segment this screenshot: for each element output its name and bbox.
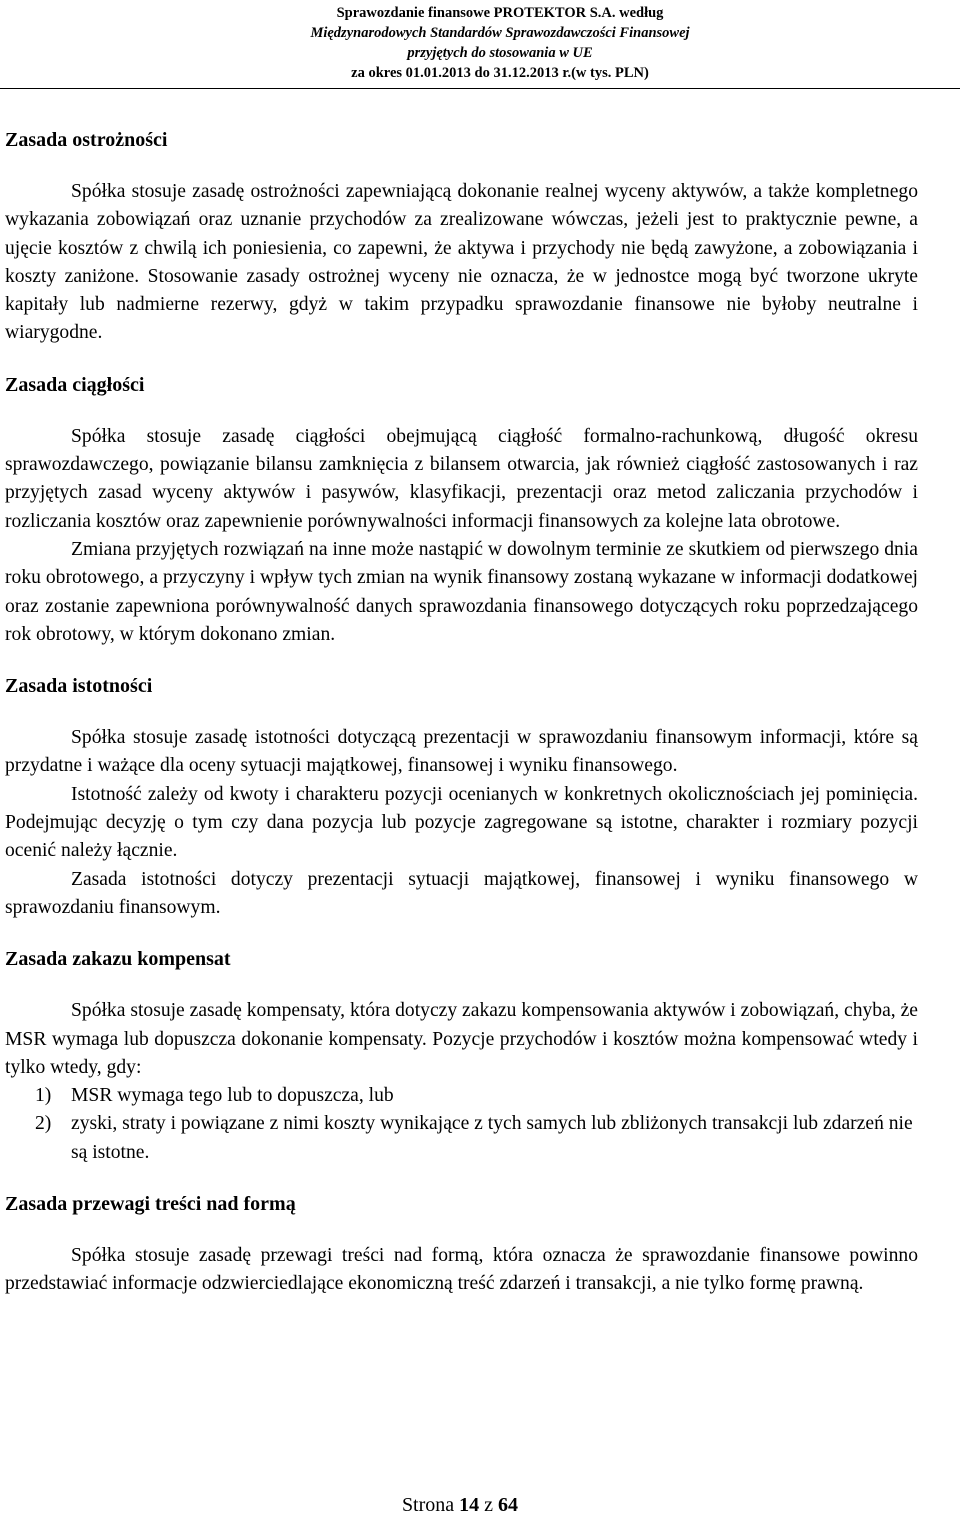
header-adoption-line: przyjętych do stosowania w UE <box>407 45 593 61</box>
paragraph-przewaga: Spółka stosuje zasadę przewagi treści nad formą, która oznacza że sprawozdanie finansowe powinno przedstawiać informacje odzwierciedlające ekonomiczną treść zdarzeń i transakcji, a nie tylko formę prawną. <box>5 1245 918 1295</box>
list-item-text: MSR wymaga tego lub to dopuszcza, lub <box>71 1085 394 1107</box>
paragraph-istotnosc-1: Spółka stosuje zasadę istotności dotyczącą prezentacji w sprawozdaniu finansowym informacji, które są przydatne i ważące dla oceny sytuacji majątkowej, finansowej i wyniku finansowego. <box>5 727 918 777</box>
list-item-number: 2) <box>35 1113 52 1135</box>
list-item <box>5 1082 918 1110</box>
list-item-text: zyski, straty i powiązane z nimi koszty wynikające z tych samych lub zbliżonych transakcji lub zdarzeń nie są istotne. <box>71 1113 913 1163</box>
document-body <box>5 125 918 1299</box>
paragraph-ciaglosc-2: Zmiana przyjętych rozwiązań na inne może nastąpić w dowolnym terminie ze skutkiem od pierwszego dnia roku obrotowego, a przyczyny i wpływ tych zmian na wynik finansowy zostaną wykazane w informacji dodatkowej oraz zostanie zapewniona porównywalność danych sprawozdania finansowego dotyczących roku poprzedzającego rok obrotowy, w którym dokonano zmian. <box>5 538 918 645</box>
current-page-number: 14 <box>459 1494 480 1516</box>
paragraph-ciaglosc-1: Spółka stosuje zasadę ciągłości obejmującą ciągłość formalno-rachunkową, długość okresu sprawozdawczego, powiązanie bilansu zamknięcia z bilansem otwarcia, jak również ciągłość zastosowanych i raz przyjętych zasad wyceny aktywów i pasywów, klasyfikacji, prezentacji oraz metod zaliczania przychodów i rozliczania kosztów oraz zapewnienie porównywalności informacji finansowych za kolejne lata obrotowe. <box>5 425 918 532</box>
header-period-line: za okres 01.01.2013 do 31.12.2013 r.(w tys. PLN) <box>351 65 649 81</box>
section-title-kompensaty: Zasada zakazu kompensat <box>5 948 231 971</box>
list-item <box>5 1110 918 1167</box>
section-title-ciaglosc: Zasada ciągłości <box>5 373 145 396</box>
paragraph-ostroznosc: Spółka stosuje zasadę ostrożności zapewniającą dokonanie realnej wyceny aktywów, a także kompletnego wykazania zobowiązań oraz uznanie przychodów za zrealizowane wówczas, jeżeli jest to praktycznie pewne, a ujęcie kosztów z chwilą ich poniesienia, co zapewni, że aktywa i przychody nie będą zawyżone, a zobowiązania i koszty zaniżone. Stosowanie zasady ostrożnej wyceny nie oznacza, że w jednostce mogą być tworzone ukryte kapitały lub nadmierne rezerwy, gdyż w takim przypadku sprawozdanie finansowe nie byłoby neutralne i wiarygodne. <box>5 181 918 344</box>
header-standards-line: Międzynarodowych Standardów Sprawozdawczości Finansowej <box>310 25 690 41</box>
header-title-line: Sprawozdanie finansowe PROTEKTOR S.A. według <box>336 5 664 21</box>
page-number-separator: z <box>484 1494 494 1516</box>
header-text <box>290 3 710 83</box>
paragraph-istotnosc-2: Istotność zależy od kwoty i charakteru pozycji ocenianych w konkretnych okolicznościach jej pominięcia. Podejmując decyzję o tym czy dana pozycja lub pozycje zagregowane są istotne, charakter i rozmiary pozycji ocenić należy łącznie. <box>5 783 918 862</box>
section-title-istotnosc: Zasada istotności <box>5 675 153 698</box>
section-title-przewaga: Zasada przewagi treści nad formą <box>5 1193 296 1216</box>
total-page-count: 64 <box>498 1494 519 1516</box>
section-title-ostroznosc: Zasada ostrożności <box>5 129 168 151</box>
paragraph-kompensaty: Spółka stosuje zasadę kompensaty, która dotyczy zakazu kompensowania aktywów i zobowiązań, chyba, że MSR wymaga lub dopuszcza dokonanie kompensaty. Pozycje przychodów i kosztów można kompensować wtedy i tylko wtedy, gdy: <box>5 1000 918 1078</box>
paragraph-istotnosc-3: Zasada istotności dotyczy prezentacji sytuacji majątkowej, finansowej i wyniku finansowego w sprawozdaniu finansowym. <box>5 868 918 918</box>
page-number-prefix: Strona <box>401 1494 455 1516</box>
page-header <box>0 0 960 89</box>
list-item-number: 1) <box>35 1085 52 1107</box>
page-footer <box>0 1493 920 1517</box>
